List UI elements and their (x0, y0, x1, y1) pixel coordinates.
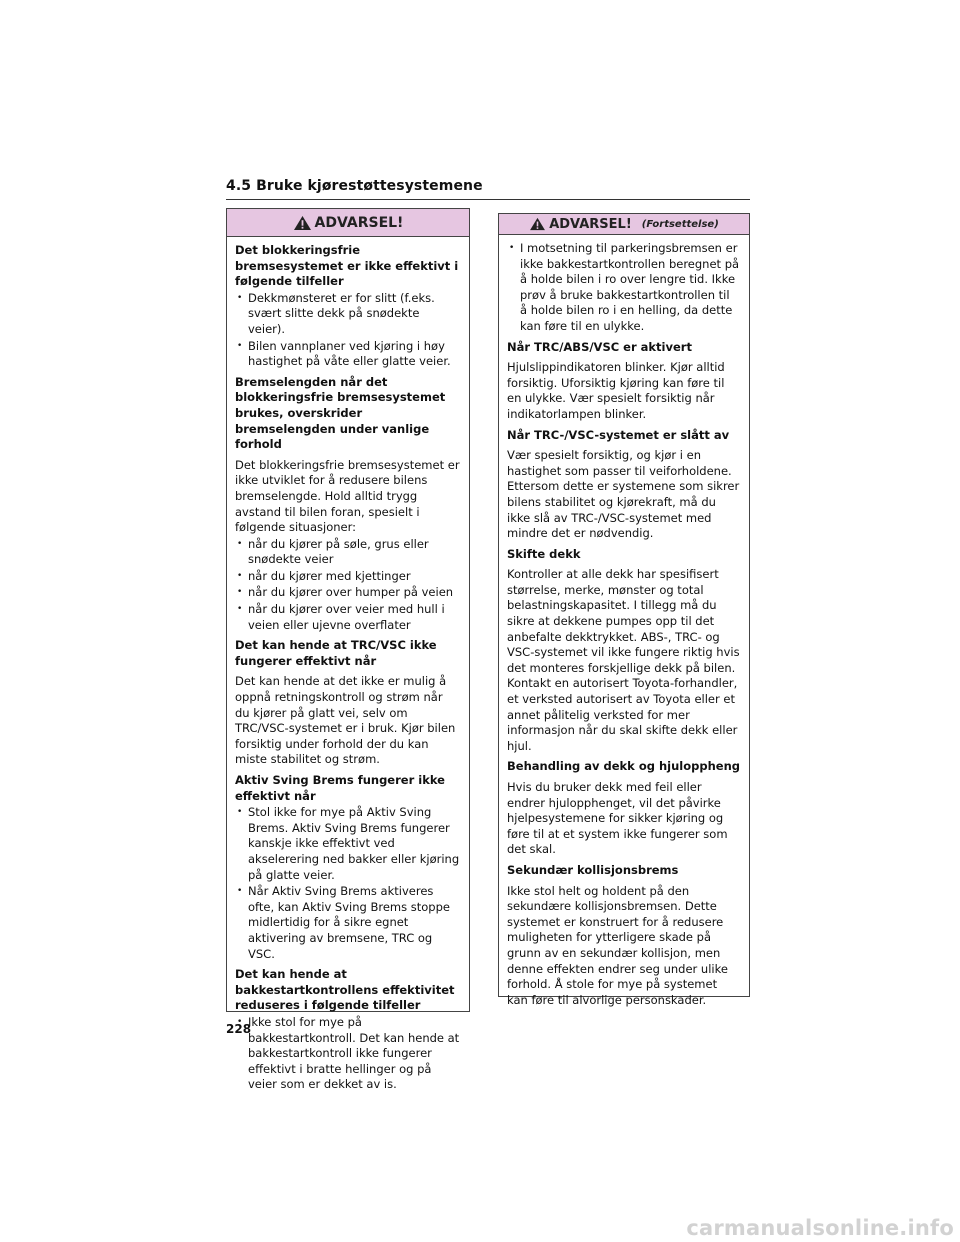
paragraph: Kontroller at alle dekk har spesifisert størrelse, merke, mønster og total belastningskapasitet. I tillegg må du sikre at dekkene pumpes opp til det anbefalte dekktrykket. ABS-, TRC- og VSC-systemet vil ikke fungere riktig hvis det monteres forskjellige dekk på bilen. Kontakt en autorisert Toyota-forhandler, et verksted autorisert av Toyota eller et annet pålitelig verksted for mer informasjon når du skal skifte dekk eller hjul. (507, 567, 740, 753)
bullet-item: • når du kjører med kjettinger (235, 569, 460, 585)
subheading: Når TRC-/VSC-systemet er slått av (507, 427, 730, 442)
subheading: Aktiv Sving Brems fungerer ikke effektivt når (235, 773, 445, 803)
subheading: Det kan hende at TRC/VSC ikke fungerer effektivt når (235, 638, 437, 668)
subheading: Det blokkeringsfrie bremsesystemet er ikke effektivt i følgende tilfeller (235, 243, 459, 289)
subheading: Sekundær kollisjonsbrems (507, 862, 679, 877)
warning-content (499, 235, 749, 1008)
paragraph: Ikke stol helt og holdent på den sekundære kollisjonsbremsen. Dette systemet er konstruert for å redusere muligheten for ytterligere skade på grunn av en sekundær kollisjon, men denne effekten endrer seg under ulike forhold. Å stole for mye på systemet kan føre til alvorlige personskader. (507, 883, 728, 1007)
warning-header (499, 214, 749, 235)
paragraph: Det kan hende at det ikke er mulig å oppnå retningskontroll og strøm når du kjører på glatt vei, selv om TRC/VSC-systemet er i bruk. Kjør bilen forsiktig under forhold der du kan miste stabilitet og strøm. (235, 674, 456, 767)
page-number: 228 (226, 1022, 252, 1036)
warning-triangle-icon (529, 217, 546, 231)
paragraph: Hjulslippindikatoren blinker. Kjør alltid forsiktig. Uforsiktig kjøring kan føre til en ulykke. Vær spesielt forsiktig når indikatorlampen blinker. (507, 360, 725, 421)
bullet-item: • Stol ikke for mye på Aktiv Sving Brems. Aktiv Sving Brems fungerer kanskje ikke effektivt ved akselerering ned bakker eller kjøring på glatte veier. (235, 805, 460, 883)
section-title: 4.5 Bruke kjørestøttesystemene (226, 178, 483, 194)
bullet-item: • Dekkmønsteret er for slitt (f.eks. svært slitte dekk på snødekte veier). (235, 291, 460, 338)
warning-box-right (498, 213, 750, 1007)
bullet-item: • Ikke stol for mye på bakkestartkontroll. Det kan hende at bakkestartkontroll ikke fungerer effektivt i bratte hellinger og på veier som er dekket av is. (235, 1015, 460, 1093)
paragraph: Hvis du bruker dekk med feil eller endrer hjulopphenget, vil det påvirke hjelpesystemene for sikker kjøring og føre til at et system ikke fungerer som det skal. (507, 780, 728, 857)
warning-triangle-icon (293, 215, 312, 231)
subheading: Behandling av dekk og hjuloppheng (507, 759, 740, 774)
bullet-item: • når du kjører på søle, grus eller snødekte veier (235, 537, 460, 568)
bullet-item: • når du kjører over humper på veien (235, 585, 460, 601)
warning-title: ADVARSEL! (549, 216, 632, 232)
watermark: carmanualsonline.info (686, 1216, 954, 1240)
bullet-item: • Når Aktiv Sving Brems aktiveres ofte, kan Aktiv Sving Brems stoppe midlertidig for å sikre egnet aktivering av bremsene, TRC og VSC. (235, 884, 460, 962)
subheading: Når TRC/ABS/VSC er aktivert (507, 339, 692, 354)
bullet-item: • Bilen vannplaner ved kjøring i høy hastighet på våte eller glatte veier. (235, 339, 460, 370)
bullet-item: • når du kjører over veier med hull i veien eller ujevne overflater (235, 602, 460, 633)
paragraph: Det blokkeringsfrie bremsesystemet er ikke utviklet for å redusere bilens bremselengde. Hold alltid trygg avstand til bilen foran, spesielt i følgende situasjoner: (235, 457, 460, 535)
paragraph: Vær spesielt forsiktig, og kjør i en hastighet som passer til veiforholdene. Ettersom dette er systemene som sikrer bilens stabilitet og kjørekraft, må du ikke slå av TRC-/VSC-systemet med mindre det er nødvendig. (507, 448, 740, 541)
continued-label: (Fortsettelse) (641, 218, 719, 230)
warning-content (227, 237, 469, 1093)
warning-header (227, 209, 469, 237)
subheading: Skifte dekk (507, 546, 581, 561)
subheading: Bremselengden når det blokkeringsfrie bremsesystemet brukes, overskrider bremselengden under vanlige forhold (235, 374, 446, 452)
subheading: Det kan hende at bakkestartkontrollens effektivitet reduseres i følgende tilfeller (235, 967, 455, 1013)
warning-title: ADVARSEL! (314, 214, 404, 231)
section-divider (226, 199, 750, 200)
bullet-item: • I motsetning til parkeringsbremsen er ikke bakkestartkontrollen beregnet på å holde bilen i ro over lengre tid. Ikke prøv å bruke bakkestartkontrollen til å holde bilen ro i en helling, da dette kan føre til en ulykke. (507, 241, 740, 335)
